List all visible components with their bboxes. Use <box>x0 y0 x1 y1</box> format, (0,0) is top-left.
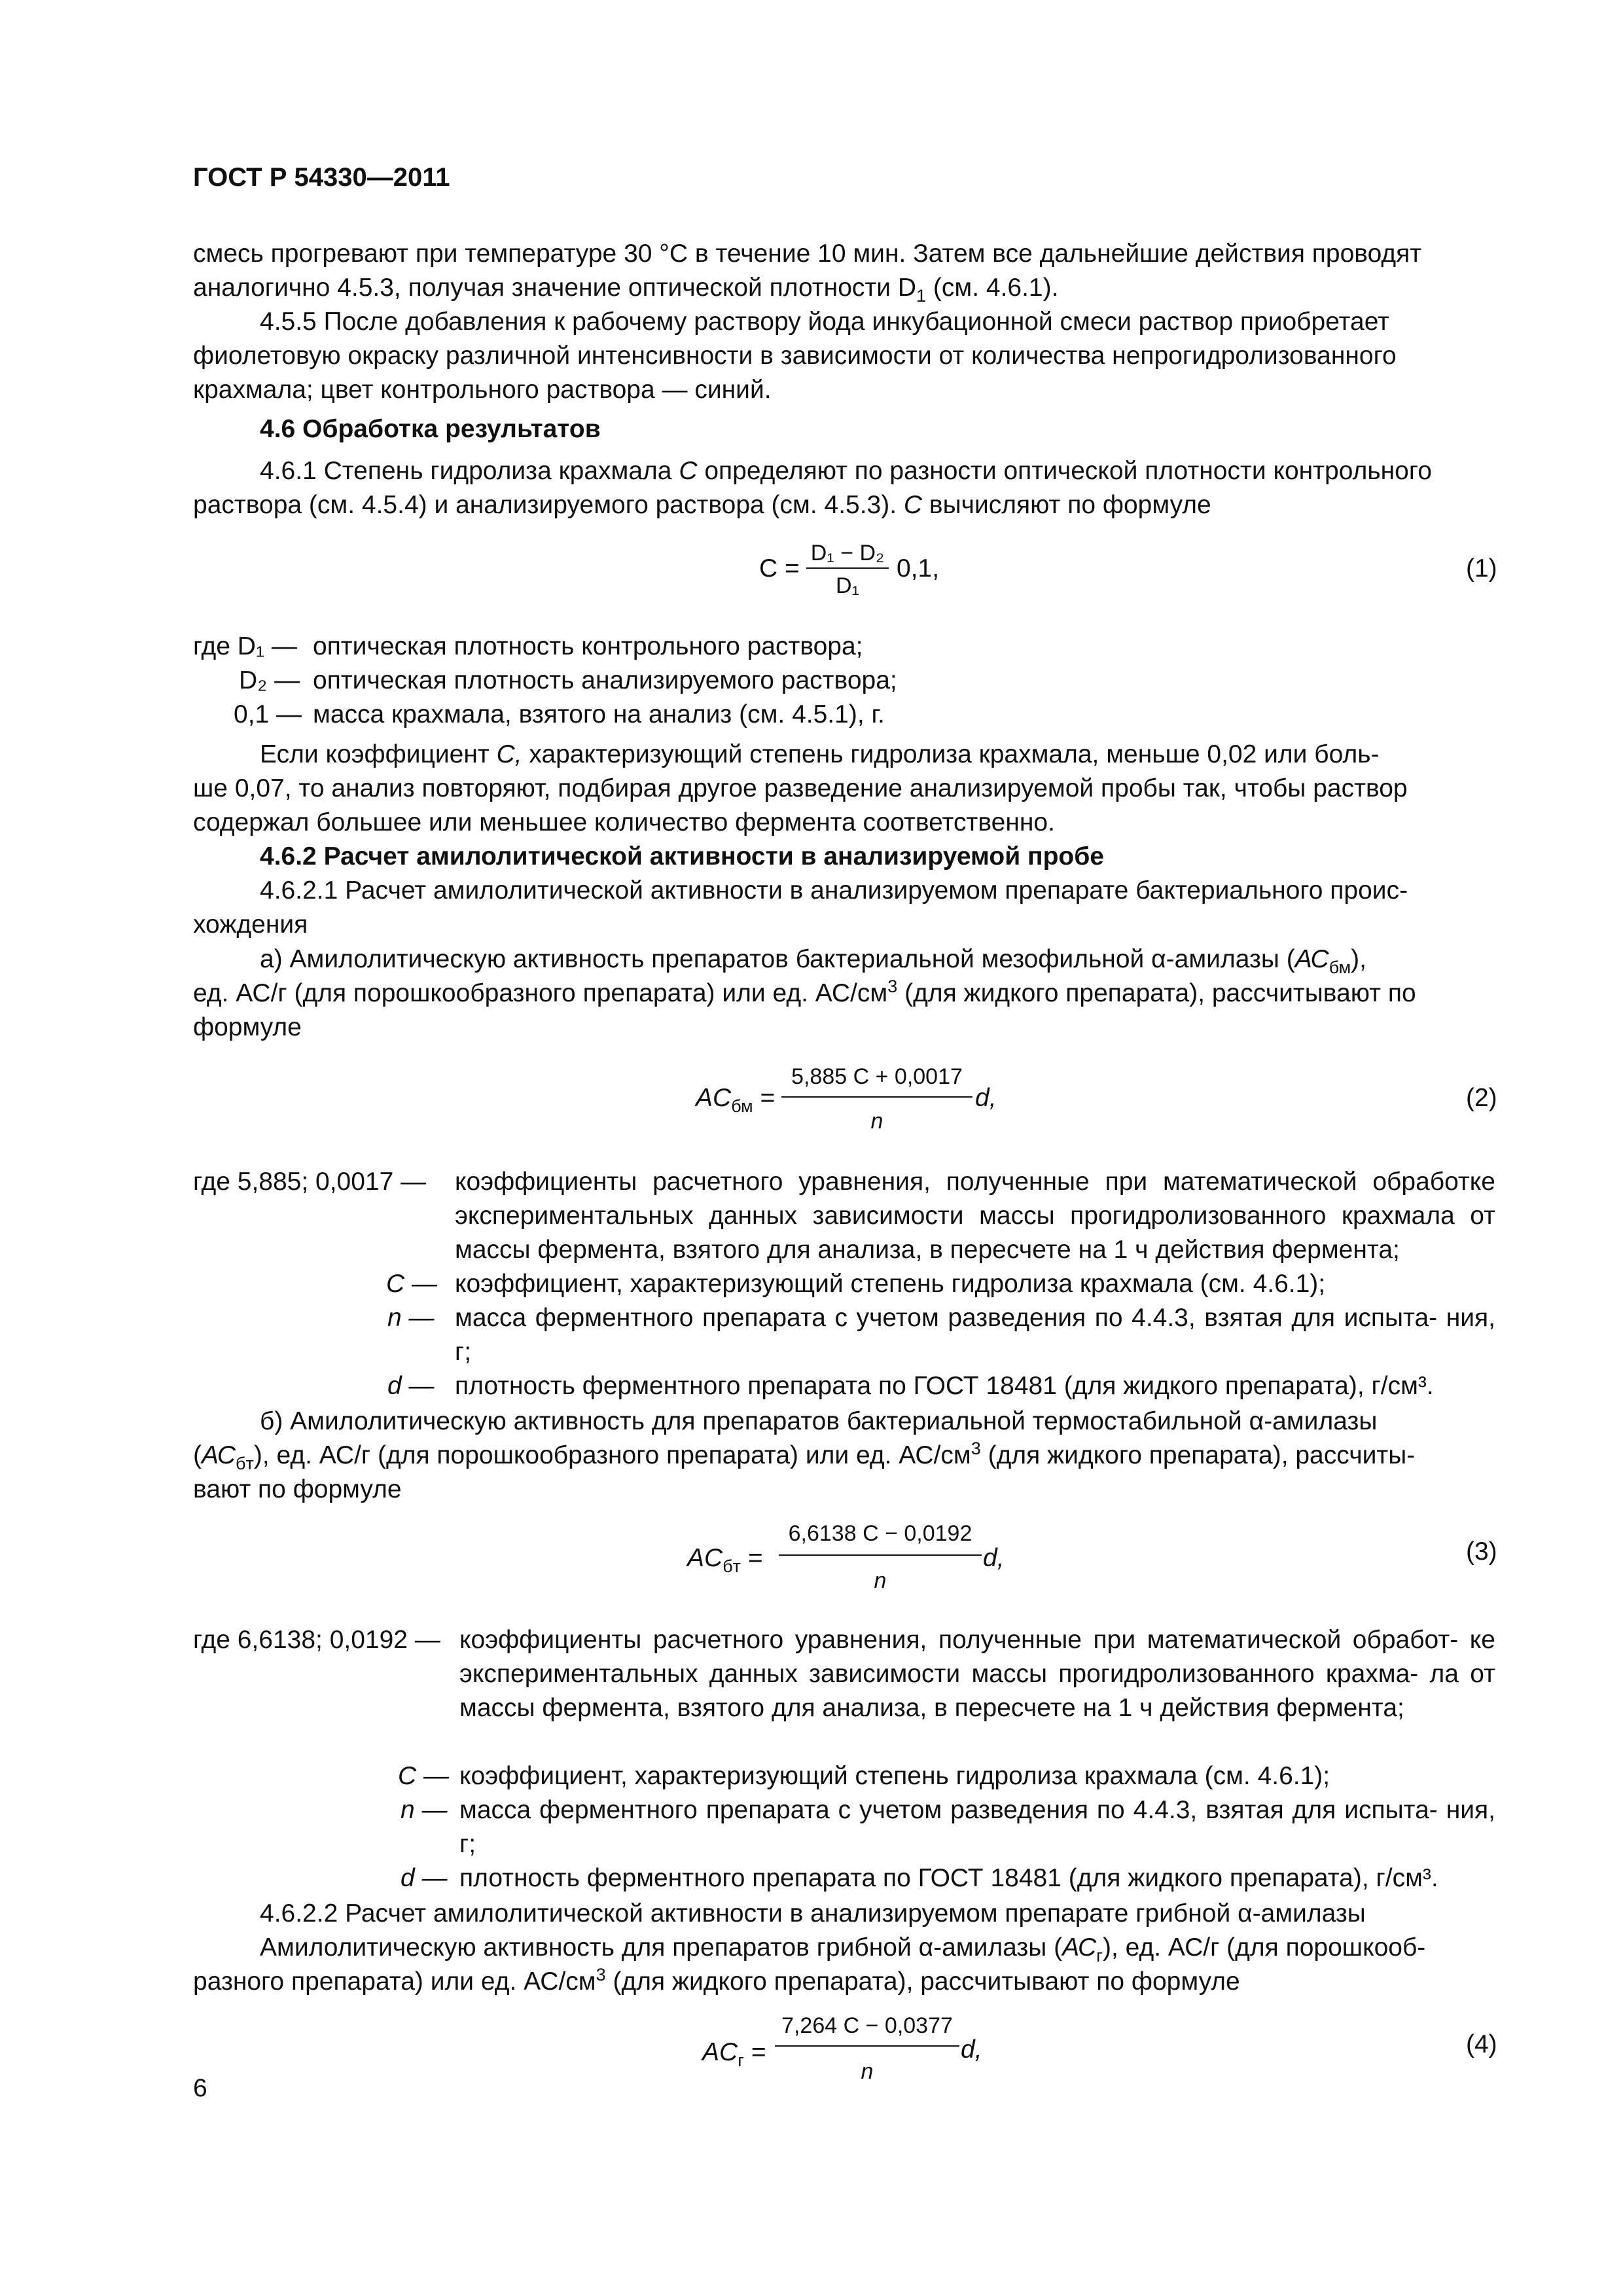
definition-row <box>193 630 1495 664</box>
formula-tail: 0,1, <box>897 554 940 583</box>
text-line: смесь прогревают при температуре 30 °С в течение 10 мин. Затем все дальнейшие действия проводят <box>193 240 1422 268</box>
definition-desc: оптическая плотность контрольного раствора; <box>313 632 863 660</box>
formula-tail: d, <box>983 1544 1005 1572</box>
fraction-bar <box>806 567 889 569</box>
text-part: определяют по разности оптической плотности контрольного <box>697 457 1432 485</box>
variable: AC <box>687 1544 723 1572</box>
text-part: ), <box>1351 945 1366 973</box>
formula-number: (4) <box>1466 2030 1497 2058</box>
definition-row <box>193 698 1495 732</box>
definition-desc: коэффициенты расчетного уравнения, полученные при математической обработке экспериментальных данных зависимости массы прогидролизованного крахмала от массы фермента, взятого для анализа, в пересчете на 1 ч действия фермента; <box>455 1168 1495 1264</box>
text-line: 4.6.2.2 Расчет амилолитической активности в анализируемом препарате грибной α-амилазы <box>260 1899 1366 1928</box>
subscript: бм <box>731 1096 753 1116</box>
paragraph-a <box>193 942 1495 1045</box>
text-line <box>193 1439 1495 1473</box>
fraction-denominator: D₁ <box>835 573 860 598</box>
text-line <box>193 942 1495 977</box>
definition-desc: плотность ферментного препарата по ГОСТ 18481 (для жидкого препарата), г/см³. <box>459 1864 1438 1892</box>
text-part: ), ед. АС/г (для порошкообразного препарата) или ед. АС/см <box>253 1441 971 1469</box>
fraction-numerator: D₁ − D₂ <box>810 541 885 565</box>
text-part: ( <box>193 1441 202 1469</box>
definition-desc: оптическая плотность анализируемого раствора; <box>313 666 897 694</box>
definition-term: где D₁ — <box>193 632 297 660</box>
definition-desc: масса ферментного препарата с учетом разведения по 4.4.3, взятая для испыта- ния, г; <box>455 1304 1495 1366</box>
text-line: фиолетовую окраску различной интенсивности в зависимости от количества непрогидролизованного <box>193 342 1397 370</box>
superscript: 3 <box>596 1965 606 1984</box>
definition-term: n — <box>387 1304 435 1332</box>
document-header: ГОСТ Р 54330—2011 <box>193 163 450 192</box>
definition-desc: масса крахмала, взятого на анализ (см. 4.5.1), г. <box>313 700 885 728</box>
formula-lhs <box>702 2036 766 2070</box>
formula-number: (2) <box>1466 1084 1497 1112</box>
equals-sign: = <box>741 1544 763 1572</box>
text-line: формуле <box>193 1013 302 1041</box>
text-part: разного препарата) или ед. АС/см <box>193 1967 596 1996</box>
text-part: 4.6.1 Степень гидролиза крахмала <box>260 457 679 485</box>
definition-term: n — <box>401 1796 448 1824</box>
text-line: ше 0,07, то анализ повторяют, подбирая другое разведение анализируемой пробы так, чтобы раствор <box>193 774 1408 802</box>
text-line <box>193 454 1495 488</box>
page-number: 6 <box>193 2074 207 2102</box>
paragraph-condition <box>193 738 1495 840</box>
variable: С, <box>496 740 522 768</box>
definition-desc: коэффициент, характеризующий степень гидролиза крахмала (см. 4.6.1); <box>455 1270 1326 1298</box>
formula-lhs: C = <box>759 554 800 583</box>
text-line <box>193 977 1495 1011</box>
fraction-bar <box>779 1554 982 1556</box>
text-line: вают по формуле <box>193 1475 402 1503</box>
fraction-bar <box>781 1096 972 1098</box>
fraction-denominator: n <box>861 2059 874 2084</box>
text-part: Если коэффициент <box>260 740 497 768</box>
text-line <box>193 738 1495 772</box>
paragraph-4-5-4-end <box>193 237 1495 305</box>
text-line: крахмала; цвет контрольного раствора — синий. <box>193 376 772 404</box>
formula-tail: d, <box>975 1084 997 1112</box>
paragraph-4-6-1 <box>193 454 1495 522</box>
text-line: хождения <box>193 910 308 939</box>
text-part: а) Амилолитическую активность препаратов бактериальной мезофильной α-амилазы ( <box>260 945 1295 973</box>
paragraph-fungal <box>193 1931 1495 1999</box>
definition-row <box>193 664 1495 698</box>
text-line: 4.5.5 После добавления к рабочему раствору йода инкубационной смеси раствор приобретает <box>260 308 1389 336</box>
subscript: г <box>738 2051 745 2070</box>
text-part: Амилолитическую активность для препаратов грибной α-амилазы ( <box>260 1933 1063 1962</box>
fraction-numerator: 7,264 C − 0,0377 <box>781 2013 953 2038</box>
definition-term: где 6,6138; 0,0192 — <box>193 1626 440 1654</box>
definition-term: d — <box>387 1372 435 1400</box>
variable: АС <box>1062 1933 1097 1962</box>
text-line <box>193 1931 1495 1965</box>
formula-tail: d, <box>961 2036 982 2064</box>
definition-desc: коэффициент, характеризующий степень гидролиза крахмала (см. 4.6.1); <box>459 1762 1330 1790</box>
variable: AC <box>696 1084 732 1112</box>
equals-sign: = <box>753 1084 776 1112</box>
definition-desc: плотность ферментного препарата по ГОСТ 18481 (для жидкого препарата), г/см³. <box>455 1372 1434 1400</box>
definition-term: С — <box>386 1270 437 1298</box>
subscript: 1 <box>916 286 927 306</box>
fraction-numerator: 5,885 C + 0,0017 <box>791 1064 963 1089</box>
variable: АС <box>202 1441 236 1469</box>
text-line <box>193 488 1495 522</box>
text-part: (для жидкого препарата), рассчитывают по формуле <box>605 1967 1240 1996</box>
section-heading-4-6-2: 4.6.2 Расчет амилолитической активности в анализируемой пробе <box>260 842 1104 870</box>
superscript: 3 <box>887 977 898 996</box>
definitions-1 <box>193 630 1495 732</box>
formula-lhs <box>696 1081 775 1115</box>
subscript: г <box>1096 1946 1103 1965</box>
definition-term: 0,1 — <box>234 700 302 728</box>
text-line: б) Амилолитическую активность для препаратов бактериальной термостабильной α-амилазы <box>260 1407 1378 1435</box>
fraction-denominator: n <box>874 1568 887 1593</box>
variable: АС <box>1294 945 1329 973</box>
text-part: (см. 4.6.1). <box>926 274 1059 302</box>
paragraph-4-6-2-1 <box>193 874 1495 942</box>
text-part: характеризующий степень гидролиза крахмала, меньше 0,02 или боль- <box>522 740 1380 768</box>
definition-term: d — <box>401 1864 448 1892</box>
text-line: 4.6.2.1 Расчет амилолитической активности в анализируемом препарате бактериального проис- <box>260 876 1408 905</box>
variable: С <box>903 491 923 519</box>
text-part: ед. АС/г (для порошкообразного препарата) или ед. АС/см <box>193 979 888 1007</box>
formula-number: (3) <box>1466 1537 1497 1566</box>
definition-term: D₂ — <box>239 666 300 694</box>
subscript: бт <box>722 1556 741 1576</box>
variable: С <box>679 457 698 485</box>
text-part: ), ед. АС/г (для порошкооб- <box>1103 1933 1426 1962</box>
text-part: аналогично 4.5.3, получая значение оптической плотности D <box>193 274 917 302</box>
text-part: (для жидкого препарата), рассчиты- <box>980 1441 1416 1469</box>
text-part: (для жидкого препарата), рассчитывают по <box>897 979 1416 1007</box>
definition-desc: коэффициенты расчетного уравнения, полученные при математической обработ- ке экспериментальных данных зависимости массы прогидролизованного крахма- ла от массы фермента, взятого для анализа, в пересчете на 1 ч действия фермента; <box>459 1626 1495 1722</box>
formula-number: (1) <box>1466 554 1497 583</box>
text-part: вычисляют по формуле <box>922 491 1211 519</box>
fraction-bar <box>775 2045 959 2047</box>
paragraph-4-5-5 <box>193 305 1495 407</box>
superscript: 3 <box>971 1439 981 1458</box>
paragraph-b <box>193 1405 1495 1507</box>
equals-sign: = <box>744 2038 766 2066</box>
text-line <box>193 271 1495 305</box>
definition-term: где 5,885; 0,0017 — <box>193 1168 427 1196</box>
definition-desc: масса ферментного препарата с учетом разведения по 4.4.3, взятая для испыта- ния, г; <box>459 1796 1495 1858</box>
text-line <box>193 1965 1495 1999</box>
subscript: бм <box>1329 958 1351 977</box>
paragraph-4-6-2-2 <box>193 1897 1495 1931</box>
section-heading-4-6: 4.6 Обработка результатов <box>260 415 601 443</box>
variable: AC <box>702 2038 738 2066</box>
subscript: бт <box>236 1454 254 1473</box>
text-line: содержал большее или меньшее количество фермента соответственно. <box>193 808 1055 836</box>
text-part: раствора (см. 4.5.4) и анализируемого раствора (см. 4.5.3). <box>193 491 904 519</box>
formula-lhs <box>687 1541 763 1575</box>
fraction-denominator: n <box>870 1109 883 1134</box>
definition-term: С — <box>398 1762 449 1790</box>
fraction-numerator: 6,6138 C − 0,0192 <box>788 1521 972 1546</box>
